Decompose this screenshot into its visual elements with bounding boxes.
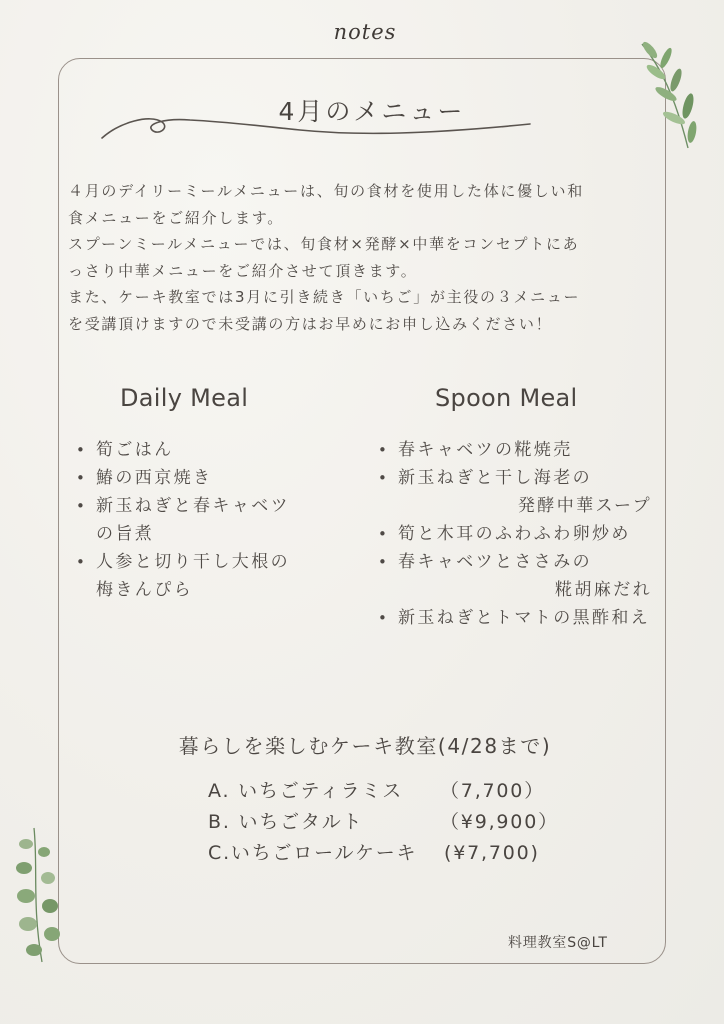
cake-class-title: 暮らしを楽しむケーキ教室(4/28まで) bbox=[178, 734, 552, 758]
cake-name: B. いちごタルト bbox=[208, 811, 364, 833]
daily-meal-title: Daily Meal bbox=[120, 384, 249, 412]
intro-line: 食メニューをご紹介します。 bbox=[68, 208, 284, 227]
intro-line: また、ケーキ教室では3月に引き続き「いちご」が主役の３メニュー bbox=[68, 288, 581, 306]
intro-line: スプーンミールメニューでは、旬食材×発酵×中華をコンセプトにあ bbox=[68, 235, 580, 253]
cake-price: （¥9,900） bbox=[440, 811, 559, 833]
spoon-meal-list bbox=[378, 436, 652, 632]
spoon-meal-title: Spoon Meal bbox=[435, 384, 578, 412]
cake-class-list bbox=[208, 776, 559, 869]
intro-line: っさり中華メニューをご紹介させて頂きます。 bbox=[68, 261, 418, 280]
list-item: • 春キャベツとささみの 糀胡麻だれ bbox=[378, 548, 652, 604]
list-item: • 春キャベツの糀焼売 bbox=[378, 436, 652, 464]
cake-name: A. いちごティラミス bbox=[208, 780, 404, 802]
cake-name: C.いちごロールケーキ bbox=[208, 842, 418, 864]
list-item: • 新玉ねぎと春キャベツ の旨煮 bbox=[76, 492, 316, 548]
signature: 料理教室S@LT bbox=[508, 935, 608, 951]
cake-item bbox=[208, 807, 559, 838]
intro-line: ４月のデイリーミールメニューは、旬の食材を使用した体に優しい和 bbox=[68, 182, 584, 200]
list-item: • 人参と切り干し大根の 梅きんぴら bbox=[76, 548, 316, 604]
intro-line: を受講頂けますので未受講の方はお早めにお申し込みください！ bbox=[68, 314, 553, 333]
eucalyptus-icon bbox=[12, 826, 72, 966]
list-item: • 筍ごはん bbox=[76, 436, 316, 464]
list-item: • 新玉ねぎと干し海老の 発酵中華スープ bbox=[378, 464, 652, 520]
list-item: • 新玉ねぎとトマトの黒酢和え bbox=[378, 604, 652, 632]
cake-price: （7,700） bbox=[440, 780, 545, 802]
page-title: 4月のメニュー bbox=[278, 97, 466, 126]
cake-item bbox=[208, 776, 559, 807]
intro-text bbox=[68, 178, 668, 337]
notes-label: notes bbox=[333, 20, 397, 44]
cake-item bbox=[208, 838, 559, 869]
daily-meal-list bbox=[76, 436, 316, 604]
leaf-sprig-icon bbox=[630, 36, 710, 156]
list-item: • 筍と木耳のふわふわ卵炒め bbox=[378, 520, 652, 548]
cake-price: (¥7,700) bbox=[444, 842, 540, 864]
list-item: • 鰆の西京焼き bbox=[76, 464, 316, 492]
